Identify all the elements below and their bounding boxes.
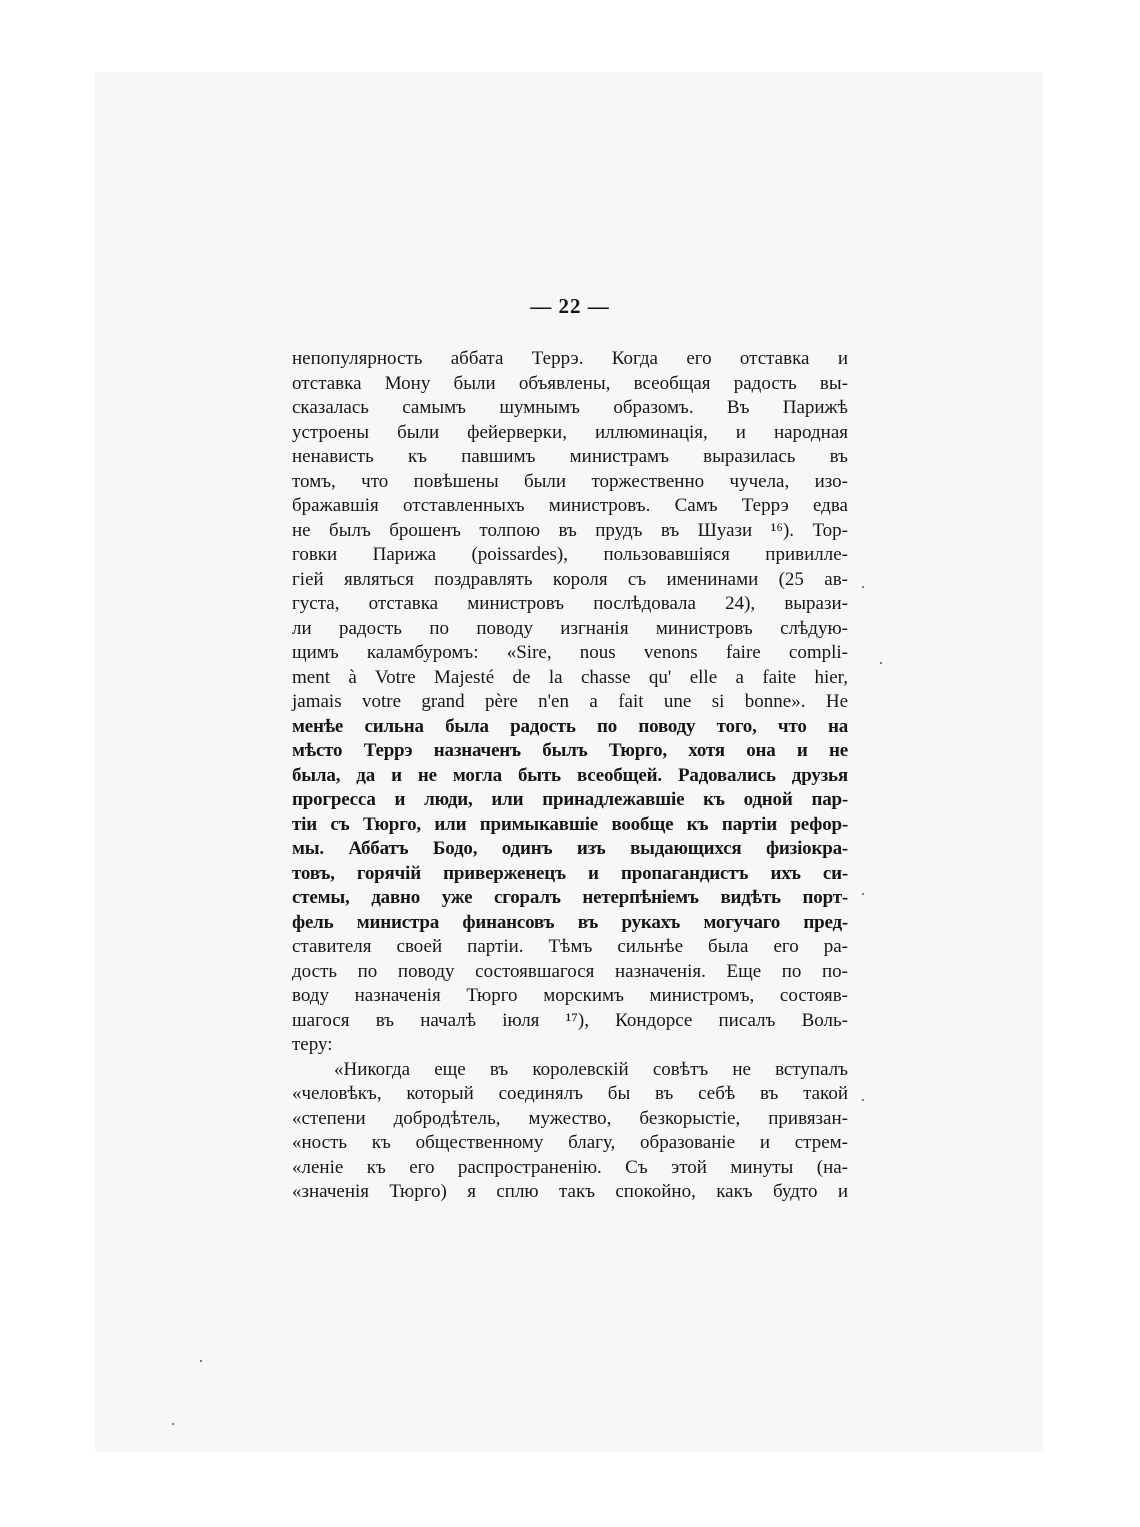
text-line: дость по поводу состоявшагося назначенія. Еще по по- — [292, 960, 848, 982]
text-line: сказалась самымъ шумнымъ образомъ. Въ Парижѣ — [292, 397, 848, 418]
text-line: теру: — [292, 1034, 333, 1055]
text-line: устроены были фейерверки, иллюминація, и народная — [292, 421, 848, 443]
text-line: мы. Аббатъ Бодо, одинъ изъ выдающихся физіокра- — [292, 838, 848, 859]
text-line: «значенія Тюрго) я сплю такъ спокойно, какъ будто и — [292, 1181, 848, 1202]
scan-speck — [862, 1099, 864, 1101]
body-text — [292, 347, 848, 1205]
text-line: была, да и не могла быть всеобщей. Радовались друзья — [292, 764, 848, 786]
text-line: ли радость по поводу изгнанія министровъ слѣдую- — [292, 617, 848, 639]
text-line: jamais votre grand père n'en a fait une si bonne». Не — [292, 691, 848, 712]
text-line: менѣе сильна была радость по поводу того, что на — [292, 715, 848, 737]
scan-speck — [862, 893, 864, 895]
text-line: «леніе къ его распространенію. Съ этой минуты (на- — [292, 1156, 848, 1178]
text-line: густа, отставка министровъ послѣдовала 24), вырази- — [292, 593, 848, 614]
text-line: «Никогда еще въ королевскій совѣтъ не вступалъ — [334, 1058, 848, 1080]
text-line: «степени добродѣтель, мужество, безкорыстіе, привязан- — [292, 1107, 848, 1129]
text-line: томъ, что повѣшены были торжественно чучела, изо- — [292, 470, 848, 492]
page-number: — 22 — — [530, 294, 610, 318]
text-line: шагося въ началѣ іюля ¹⁷), Кондорсе писалъ Воль- — [292, 1009, 848, 1031]
text-line: товъ, горячій приверженецъ и пропагандистъ ихъ си- — [292, 862, 848, 884]
text-line: «ность къ общественному благу, образованіе и стрем- — [292, 1132, 848, 1153]
scan-speck — [880, 662, 882, 664]
scan-speck — [172, 1423, 174, 1425]
text-line: воду назначенія Тюрго морскимъ министромъ, состояв- — [292, 985, 848, 1006]
text-line: отставка Мону были объявлены, всеобщая радость вы- — [292, 372, 848, 394]
text-line: гіей являться поздравлять короля съ именинами (25 ав- — [292, 568, 848, 590]
text-line: тіи съ Тюрго, или примыкавшіе вообще къ партіи рефор- — [292, 813, 848, 835]
scan-speck — [200, 1360, 202, 1362]
text-line: щимъ каламбуромъ: «Sire, nous venons faire compli- — [292, 642, 848, 663]
text-line: мѣсто Террэ назначенъ былъ Тюрго, хотя она и не — [292, 740, 848, 761]
text-line: прогресса и люди, или принадлежавшіе къ одной пар- — [292, 789, 848, 810]
scan-speck — [862, 586, 864, 588]
text-line: ставителя своей партіи. Тѣмъ сильнѣе была его ра- — [292, 936, 848, 957]
text-line: ненависть къ павшимъ министрамъ выразилась въ — [292, 446, 848, 467]
text-line: фель министра финансовъ въ рукахъ могучаго пред- — [292, 911, 848, 933]
text-line: «человѣкъ, который соединялъ бы въ себѣ въ такой — [292, 1083, 848, 1104]
text-line: говки Парижа (poissardes), пользовавшіяся привилле- — [292, 544, 848, 565]
text-line: ment à Votre Majesté de la chasse qu' elle a faite hier, — [292, 666, 848, 688]
text-line: бражавшія отставленныхъ министровъ. Самъ Террэ едва — [292, 495, 848, 516]
text-line: непопулярность аббата Террэ. Когда его отставка и — [292, 348, 848, 369]
text-line: стемы, давно уже сгоралъ нетерпѣніемъ видѣть порт- — [292, 887, 848, 908]
text-line: не былъ брошенъ толпою въ прудъ въ Шуази ¹⁶). Тор- — [292, 519, 848, 541]
